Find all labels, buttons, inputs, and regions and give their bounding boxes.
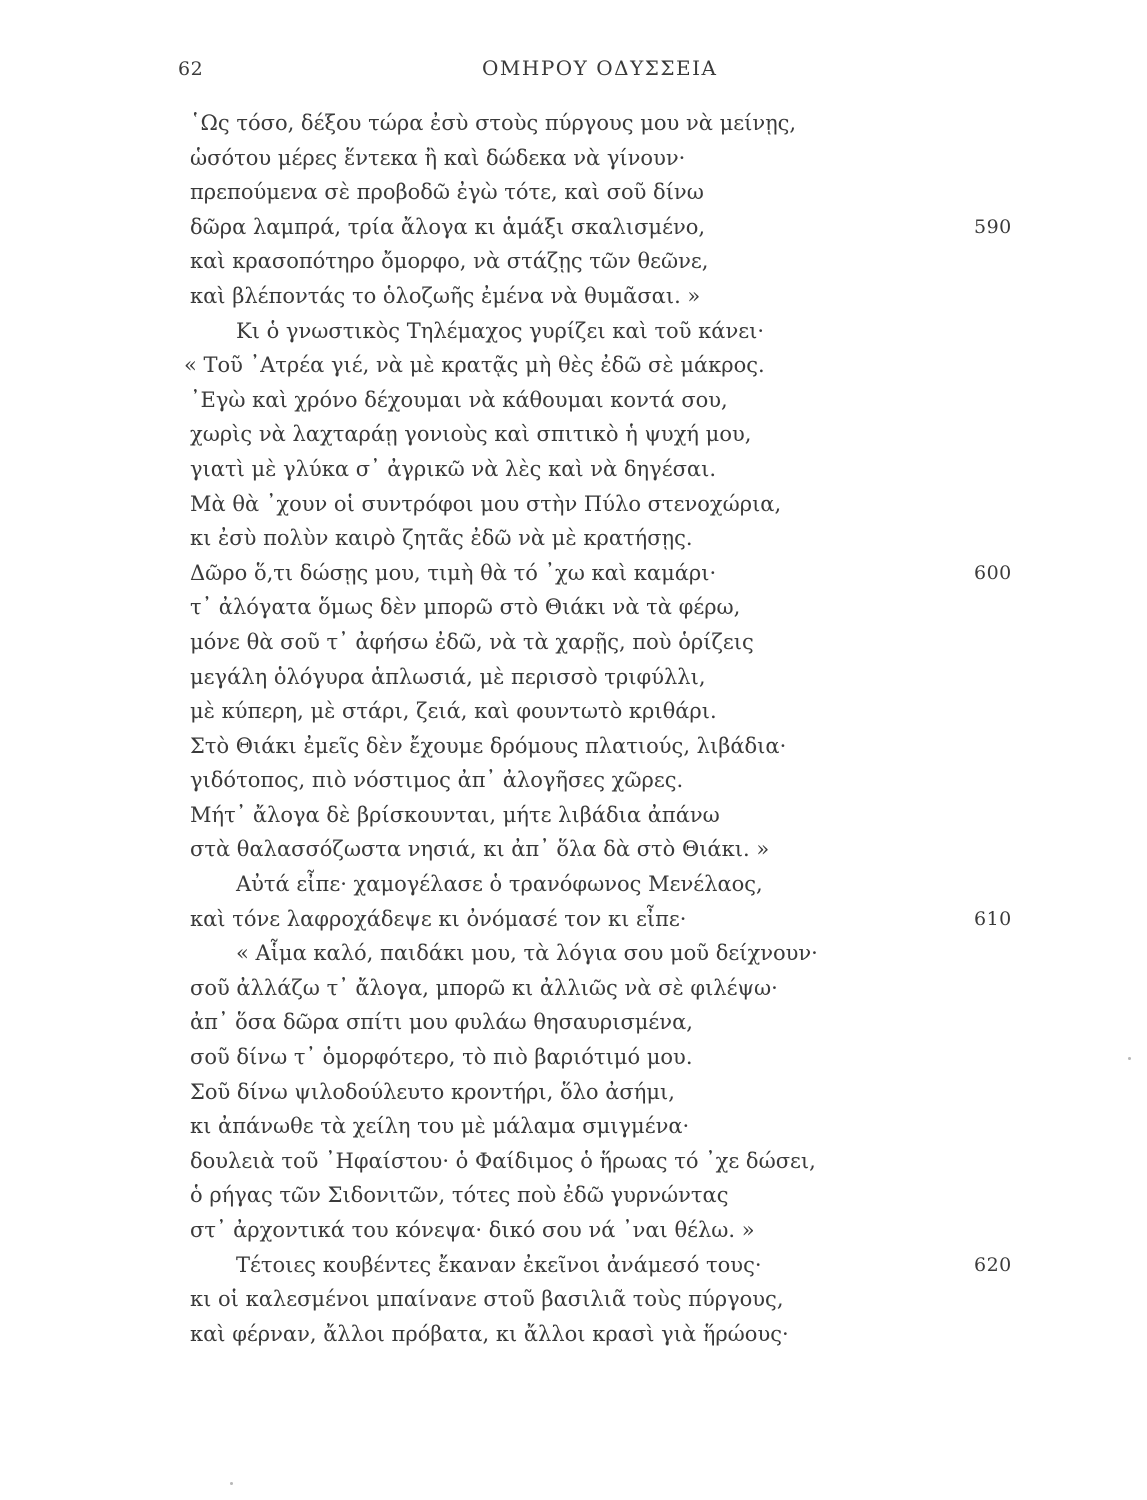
verse-line — [0, 1144, 1147, 1179]
verse-text: γιατὶ μὲ γλύκα σ᾿ ἀγρικῶ νὰ λὲς καὶ νὰ δηγέσαι. — [190, 456, 716, 481]
verse-text: δουλειὰ τοῦ ᾿Ηφαίστου· ὁ Φαίδιμος ὁ ἥρωας τό ᾿χε δώσει, — [190, 1148, 816, 1173]
verse-line — [0, 452, 1147, 487]
verse-line — [0, 729, 1147, 764]
verse-text: καὶ κρασοπότηρο ὄμορφο, νὰ στάζῃς τῶν θεῶνε, — [190, 249, 709, 274]
verse-text: Στὸ Θιάκι ἐμεῖς δὲν ἔχουμε δρόμους πλατιούς, λιβάδια· — [190, 733, 787, 758]
verse-line — [0, 1282, 1147, 1317]
verse-text: Κι ὁ γνωστικὸς Τηλέμαχος γυρίζει καὶ τοῦ κάνει· — [236, 318, 765, 343]
verse-text: πρεπούμενα σὲ προβοδῶ ἐγὼ τότε, καὶ σοῦ δίνω — [190, 180, 704, 205]
verse-line — [0, 867, 1147, 902]
verse-text: μὲ κύπερη, μὲ στάρι, ζειά, καὶ φουντωτὸ κριθάρι. — [190, 699, 717, 724]
verse-line — [0, 832, 1147, 867]
verse-text: δῶρα λαμπρά, τρία ἄλογα κι ἁμάξι σκαλισμένο, — [190, 214, 706, 239]
verse-line — [0, 625, 1147, 660]
verse-line — [0, 1317, 1147, 1352]
verse-line — [0, 763, 1147, 798]
page-number: 62 — [178, 58, 204, 80]
verse-line — [0, 279, 1147, 314]
verse-line — [0, 1040, 1147, 1075]
verse-text: καὶ βλέποντάς το ὁλοζωῆς ἐμένα νὰ θυμᾶσαι. » — [190, 283, 701, 308]
verse-text: ὁ ρήγας τῶν Σιδονιτῶν, τότες ποὺ ἐδῶ γυρνώντας — [190, 1183, 729, 1208]
verse-text: στὰ θαλασσόζωστα νησιά, κι ἀπ᾿ ὅλα δὰ στὸ Θιάκι. » — [190, 837, 770, 862]
book-title: ΟΜΗΡΟΥ ΟΔΥΣΣΕΙΑ — [482, 56, 718, 80]
verse-line — [0, 348, 1147, 383]
verse-text: στ᾿ ἀρχοντικά του κόνεψα· δικό σου νά ᾿ναι θέλω. » — [190, 1218, 755, 1242]
line-number: 610 — [974, 907, 1012, 930]
verse-line — [0, 175, 1147, 210]
verse-line — [0, 106, 1147, 141]
verse-line — [0, 971, 1147, 1006]
running-head — [0, 52, 1147, 92]
verse-line — [0, 694, 1147, 729]
verse-text: Αὐτά εἶπε· χαμογέλασε ὁ τρανόφωνος Μενέλαος, — [236, 872, 763, 897]
verse-line — [0, 521, 1147, 556]
verse-line — [0, 556, 1147, 591]
verse-text: κι ἀπάνωθε τὰ χείλη του μὲ μάλαμα σμιγμένα· — [190, 1114, 690, 1139]
verse-text: ῾Ως τόσο, δέξου τώρα ἐσὺ στοὺς πύργους μου νὰ μείνῃς, — [190, 111, 797, 135]
verse-text: Μήτ᾿ ἄλογα δὲ βρίσκουνται, μήτε λιβάδια ἀπάνω — [190, 802, 720, 827]
verse-text: Δῶρο ὅ,τι δώσῃς μου, τιμὴ θὰ τό ᾿χω καὶ καμάρι· — [190, 560, 717, 585]
verse-text: Σοῦ δίνω ψιλοδούλευτο κροντήρι, ὅλο ἀσήμι, — [190, 1079, 675, 1104]
verse-line — [0, 487, 1147, 522]
verse-line — [0, 936, 1147, 971]
verse-line — [0, 314, 1147, 349]
verse-text: χωρὶς νὰ λαχταράῃ γονιοὺς καὶ σπιτικὸ ἡ ψυχή μου, — [190, 422, 752, 447]
verse-text: γιδότοπος, πιὸ νόστιμος ἀπ᾿ ἀλογῆσες χῶρες. — [190, 768, 684, 793]
verse-text: μόνε θὰ σοῦ τ᾿ ἀφήσω ἐδῶ, νὰ τὰ χαρῇς, ποὺ ὁρίζεις — [190, 629, 754, 654]
verse-text: σοῦ δίνω τ᾿ ὁμορφότερο, τὸ πιὸ βαριότιμό μου. — [190, 1045, 693, 1070]
line-number: 620 — [974, 1253, 1012, 1276]
verse-line — [0, 902, 1147, 937]
verse-text: κι ἐσὺ πολὺν καιρὸ ζητᾶς ἐδῶ νὰ μὲ κρατήσῃς. — [190, 526, 693, 551]
verse-text: ὡσότου μέρες ἕντεκα ἢ καὶ δώδεκα νὰ γίνουν· — [190, 145, 686, 170]
verse-line — [0, 1005, 1147, 1040]
verse-line — [0, 798, 1147, 833]
verse-line — [0, 210, 1147, 245]
verse-line — [0, 141, 1147, 176]
verse-text: μεγάλη ὁλόγυρα ἁπλωσιά, μὲ περισσὸ τριφύλλι, — [190, 664, 706, 689]
verse-text: σοῦ ἀλλάζω τ᾿ ἄλογα, μπορῶ κι ἀλλιῶς νὰ σὲ φιλέψω· — [190, 975, 778, 1000]
verse-text: Μὰ θὰ ᾿χουν οἱ συντρόφοι μου στὴν Πύλο στενοχώρια, — [190, 491, 782, 516]
verse-line — [0, 383, 1147, 418]
verse-line — [0, 244, 1147, 279]
verse-text: καὶ τόνε λαφροχάδεψε κι ὀνόμασέ τον κι εἶπε· — [190, 906, 687, 931]
verse-line — [0, 1248, 1147, 1283]
paper-speck — [1128, 1057, 1131, 1060]
verse-text: ᾿Εγὼ καὶ χρόνο δέχουμαι νὰ κάθουμαι κοντά σου, — [190, 387, 728, 412]
line-number: 590 — [974, 215, 1012, 238]
verse-line — [0, 590, 1147, 625]
verse-text: τ᾿ ἀλόγατα ὅμως δὲν μπορῶ στὸ Θιάκι νὰ τὰ φέρω, — [190, 595, 741, 620]
verse-line — [0, 417, 1147, 452]
paper-speck — [230, 1482, 233, 1485]
verse-line — [0, 660, 1147, 695]
line-number: 600 — [974, 561, 1012, 584]
verse-text: ἀπ᾿ ὅσα δῶρα σπίτι μου φυλάω θησαυρισμένα, — [190, 1010, 693, 1035]
verse-text: « Τοῦ ᾿Ατρέα γιέ, νὰ μὲ κρατᾷς μὴ θὲς ἐδῶ σὲ μάκρος. — [184, 353, 765, 378]
verse-line — [0, 1178, 1147, 1213]
verse-text: κι οἱ καλεσμένοι μπαίνανε στοῦ βασιλιᾶ τοὺς πύργους, — [190, 1287, 784, 1312]
verse-block — [0, 106, 1147, 1351]
verse-line — [0, 1213, 1147, 1248]
verse-line — [0, 1109, 1147, 1144]
verse-text: καὶ φέρναν, ἄλλοι πρόβατα, κι ἄλλοι κρασὶ γιὰ ἥρώους· — [190, 1321, 789, 1346]
verse-text: Τέτοιες κουβέντες ἔκαναν ἐκεῖνοι ἀνάμεσό τους· — [236, 1252, 762, 1277]
verse-line — [0, 1075, 1147, 1110]
verse-text: « Αἷμα καλό, παιδάκι μου, τὰ λόγια σου μοῦ δείχνουν· — [236, 941, 818, 966]
